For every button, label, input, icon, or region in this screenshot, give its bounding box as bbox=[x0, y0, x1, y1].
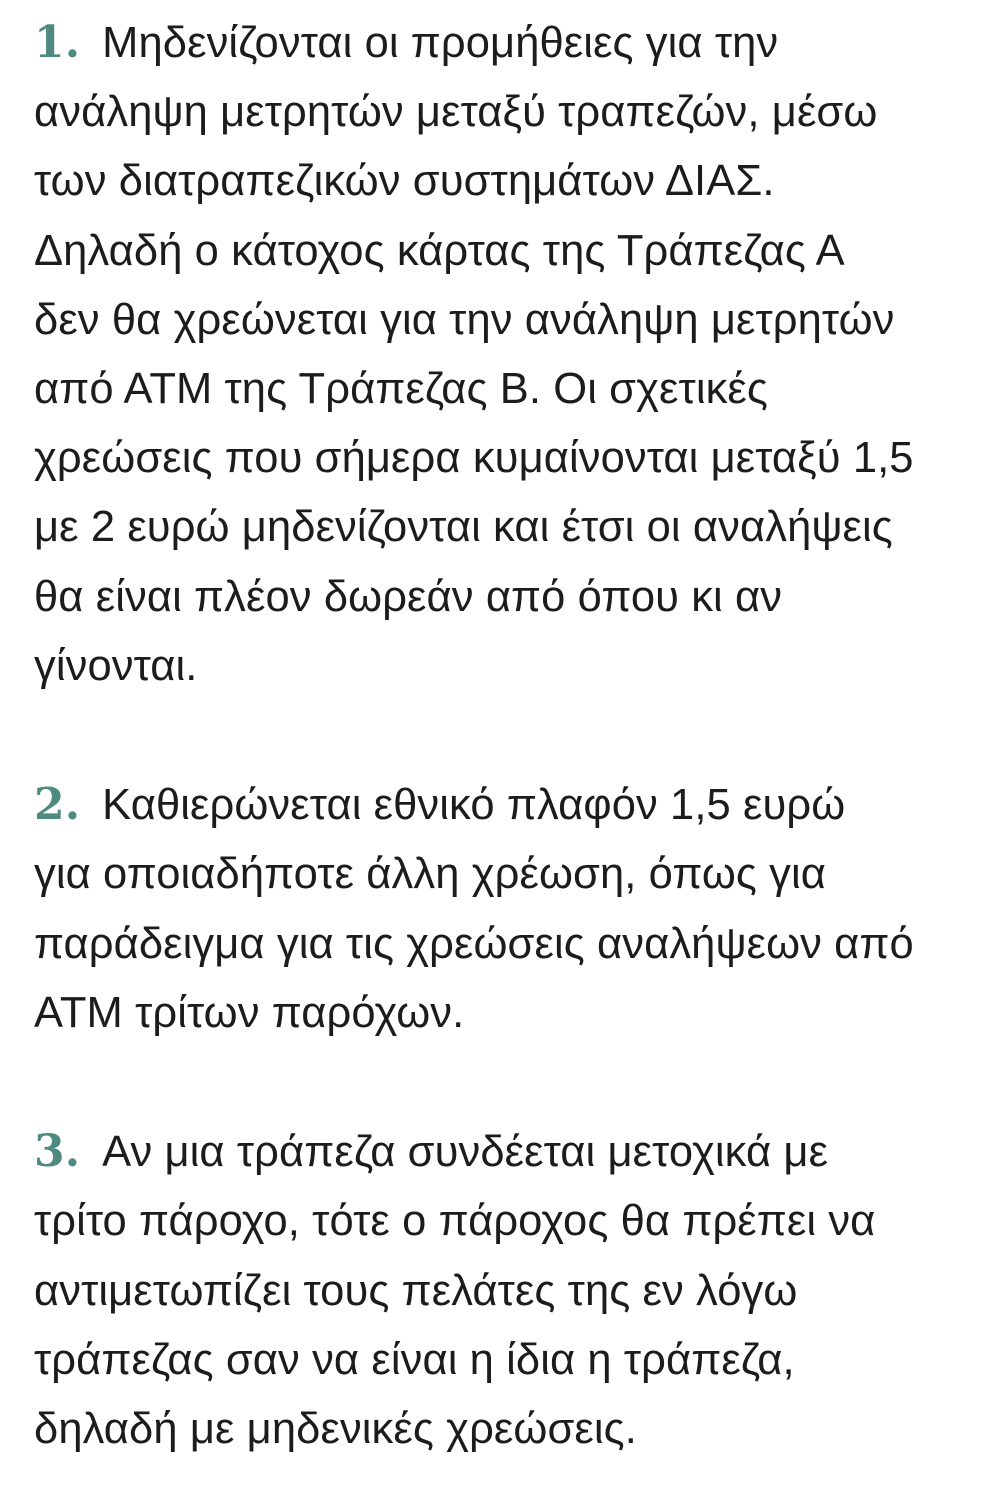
item-3-line-1 bbox=[34, 1117, 994, 1187]
item-1-text-line-10: γίνονται. bbox=[34, 641, 198, 690]
item-2-text-line-2: για οποιαδήποτε άλλη χρέωση, όπως για bbox=[34, 850, 826, 899]
item-2-line-1 bbox=[34, 770, 994, 840]
item-3-text-line-1: Αν μια τράπεζα συνδέεται μετοχικά με bbox=[102, 1128, 829, 1177]
item-1-number: 1. bbox=[34, 17, 81, 68]
item-2-text-line-4: ΑΤΜ τρίτων παρόχων. bbox=[34, 988, 465, 1037]
item-3-text-line-2: τρίτο πάροχο, τότε ο πάροχος θα πρέπει να bbox=[34, 1197, 876, 1246]
item-1-line-1 bbox=[34, 8, 994, 78]
list-item-1 bbox=[34, 8, 994, 701]
item-1-text-line-9: θα είναι πλέον δωρεάν από όπου κι αν bbox=[34, 572, 783, 621]
item-3-text-line-5: δηλαδή με μηδενικές χρεώσεις. bbox=[34, 1405, 637, 1454]
item-3-text-line-4: τράπεζας σαν να είναι η ίδια η τράπεζα, bbox=[34, 1335, 795, 1384]
item-3-text-line-3: αντιμετωπίζει τους πελάτες της εν λόγω bbox=[34, 1266, 798, 1315]
item-1-text-line-3: των διατραπεζικών συστημάτων ΔΙΑΣ. bbox=[34, 157, 775, 206]
list-item-2 bbox=[34, 770, 994, 1048]
list-item-3 bbox=[34, 1117, 994, 1464]
item-3-number: 3. bbox=[34, 1126, 81, 1178]
item-1-text-line-7: χρεώσεις που σήμερα κυμαίνονται μεταξύ 1,5 bbox=[34, 434, 914, 483]
item-1-text-line-4: Δηλαδή ο κάτοχος κάρτας της Τράπεζας Α bbox=[34, 226, 845, 275]
item-1-text-line-5: δεν θα χρεώνεται για την ανάληψη μετρητών bbox=[34, 295, 895, 344]
numbered-list bbox=[34, 8, 994, 1464]
item-2-text-line-1: Καθιερώνεται εθνικό πλαφόν 1,5 ευρώ bbox=[102, 781, 846, 830]
item-2-number: 2. bbox=[34, 779, 81, 831]
item-1-text-line-1: Μηδενίζονται οι προμήθειες για την bbox=[102, 19, 779, 67]
item-2-text-line-3: παράδειγμα για τις χρεώσεις αναλήψεων από bbox=[34, 919, 914, 968]
item-1-text-line-2: ανάληψη μετρητών μεταξύ τραπεζών, μέσω bbox=[34, 88, 878, 137]
item-1-text-line-6: από ΑΤΜ της Τράπεζας Β. Οι σχετικές bbox=[34, 365, 768, 414]
item-1-text-line-8: με 2 ευρώ μηδενίζονται και έτσι οι αναλήψεις bbox=[34, 503, 893, 552]
